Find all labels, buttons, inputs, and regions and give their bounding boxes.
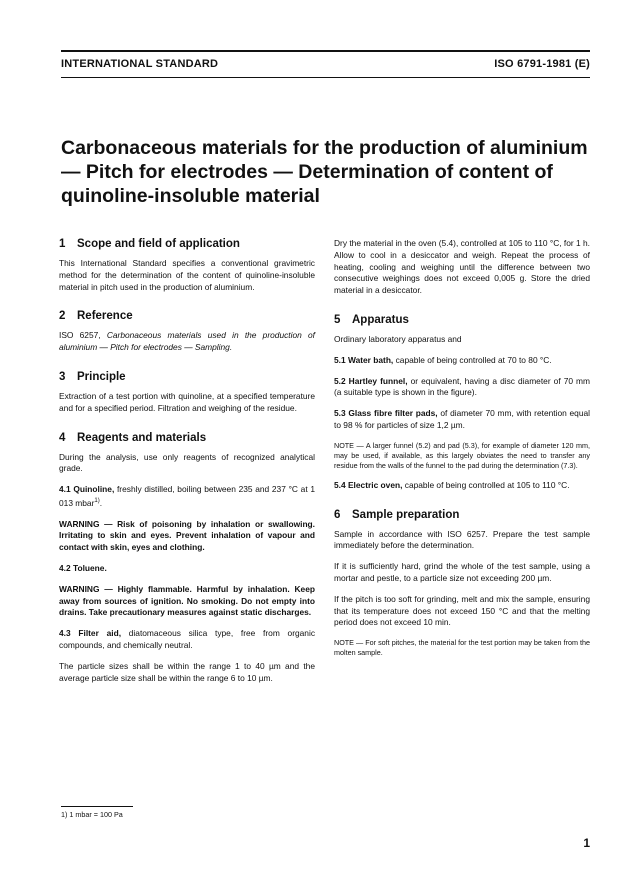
item-electric-oven: 5.4 Electric oven, capable of being controlled at 105 to 110 °C. (334, 479, 570, 490)
paragraph: Sample in accordance with ISO 6257. Prepare the test sample immediately before the determination. (334, 528, 590, 551)
item-hartley-funnel: 5.2 Hartley funnel, or equivalent, having a disc diameter of 70 mm (a suitable type is shown in the figure). (334, 375, 591, 398)
section-sample-preparation (334, 509, 590, 659)
item-water-bath: 5.1 Water bath, capable of being controlled at 70 to 80 °C. (334, 354, 552, 365)
paragraph: Ordinary laboratory apparatus and (334, 333, 462, 344)
reference-citation: ISO 6257, Carbonaceous materials used in the production of aluminium — Pitch for electrodes — Sampling. (59, 330, 315, 353)
section-heading: 1 Scope and field of application (59, 238, 240, 250)
section-heading: 4 Reagents and materials (59, 431, 207, 444)
header-rule (61, 77, 590, 78)
section-heading: 6 Sample preparation (334, 508, 460, 521)
paragraph: The particle sizes shall be within the range 1 to 40 µm and the average particle size shall be within the range 6 to 10 µm. (59, 660, 315, 683)
section-heading: 3 Principle (59, 370, 126, 383)
note-sample: NOTE — For soft pitches, the material for the test portion may be taken from the molten sample. (334, 638, 590, 658)
section-principle (59, 371, 315, 415)
note-apparatus: NOTE — A larger funnel (5.2) and pad (5.3), for example of diameter 120 mm, may be used, if available, as this largely obviates the need to transfer any residue from the walls of the funnel to the pad during the determination (7.3). (334, 440, 590, 470)
item-filter-aid: 4.3 Filter aid, diatomaceous silica type, free from organic compounds, and chemically neutral. (59, 628, 316, 650)
right-column (334, 238, 590, 675)
paragraph: During the analysis, use only reagents of recognized analytical grade. (59, 451, 315, 474)
section-apparatus (334, 314, 590, 492)
footnote-rule (61, 806, 133, 807)
document-title: Carbonaceous materials for the production of aluminium — Pitch for electrodes — Determination of content of quinoline-insoluble material (61, 137, 588, 207)
paragraph: If it is sufficiently hard, grind the whole of the test sample, using a mortar and pestle, to a particle size not exceeding 200 µm. (334, 561, 590, 583)
item-filter-pads: 5.3 Glass fibre filter pads, of diameter 70 mm, with retention equal to 98 % for particles of size 1,2 µm. (334, 408, 591, 430)
section-heading: 2 Reference (59, 310, 133, 323)
section-reagents (59, 432, 315, 685)
left-column (59, 238, 315, 701)
warning-toluene: WARNING — Highly flammable. Harmful by inhalation. Keep away from sources of ignition. No smoking. Do not empty into drains. Take precautionary measures against static discharges. (59, 583, 315, 618)
section-reference (59, 310, 315, 354)
footnote: 1) 1 mbar = 100 Pa (61, 810, 123, 819)
header-standard-label: INTERNATIONAL STANDARD (61, 58, 219, 70)
paragraph: Dry the material in the oven (5.4), controlled at 105 to 110 °C, for 1 h. Allow to cool in a desiccator and weigh. Repeat the process of heating, cooling and weighing until the difference between two consecutive weighings does not exceed 0,005 g. Store the dried material in a desiccator. (334, 238, 590, 296)
page-number: 1 (583, 836, 590, 850)
item-toluene: 4.2 Toluene. (59, 562, 107, 573)
warning-quinoline: WARNING — Risk of poisoning by inhalation or swallowing. Irritating to skin and eyes. Prevent inhalation of vapour and contact with skin, eyes and clothing. (59, 518, 315, 553)
top-rule (61, 50, 590, 52)
filter-aid-continuation (334, 238, 590, 297)
section-scope (59, 238, 315, 293)
paragraph: Extraction of a test portion with quinoline, at a specified temperature and for a specified period. Filtration and weighing of the residue. (59, 390, 315, 413)
paragraph: This International Standard specifies a conventional gravimetric method for the determination of the content of quinoline-insoluble material in pitch used in the production of aluminium. (59, 258, 315, 292)
section-heading: 5 Apparatus (334, 313, 409, 326)
item-quinoline: 4.1 Quinoline, freshly distilled, boiling between 235 and 237 °C at 1 013 mbar$^{1)}$. (59, 484, 315, 508)
paragraph: If the pitch is too soft for grinding, melt and mix the sample, ensuring that its temperature does not exceed 150 °C and that the melting period does not exceed 10 min. (334, 593, 590, 628)
header-standard-number: ISO 6791-1981 (E) (494, 58, 590, 70)
